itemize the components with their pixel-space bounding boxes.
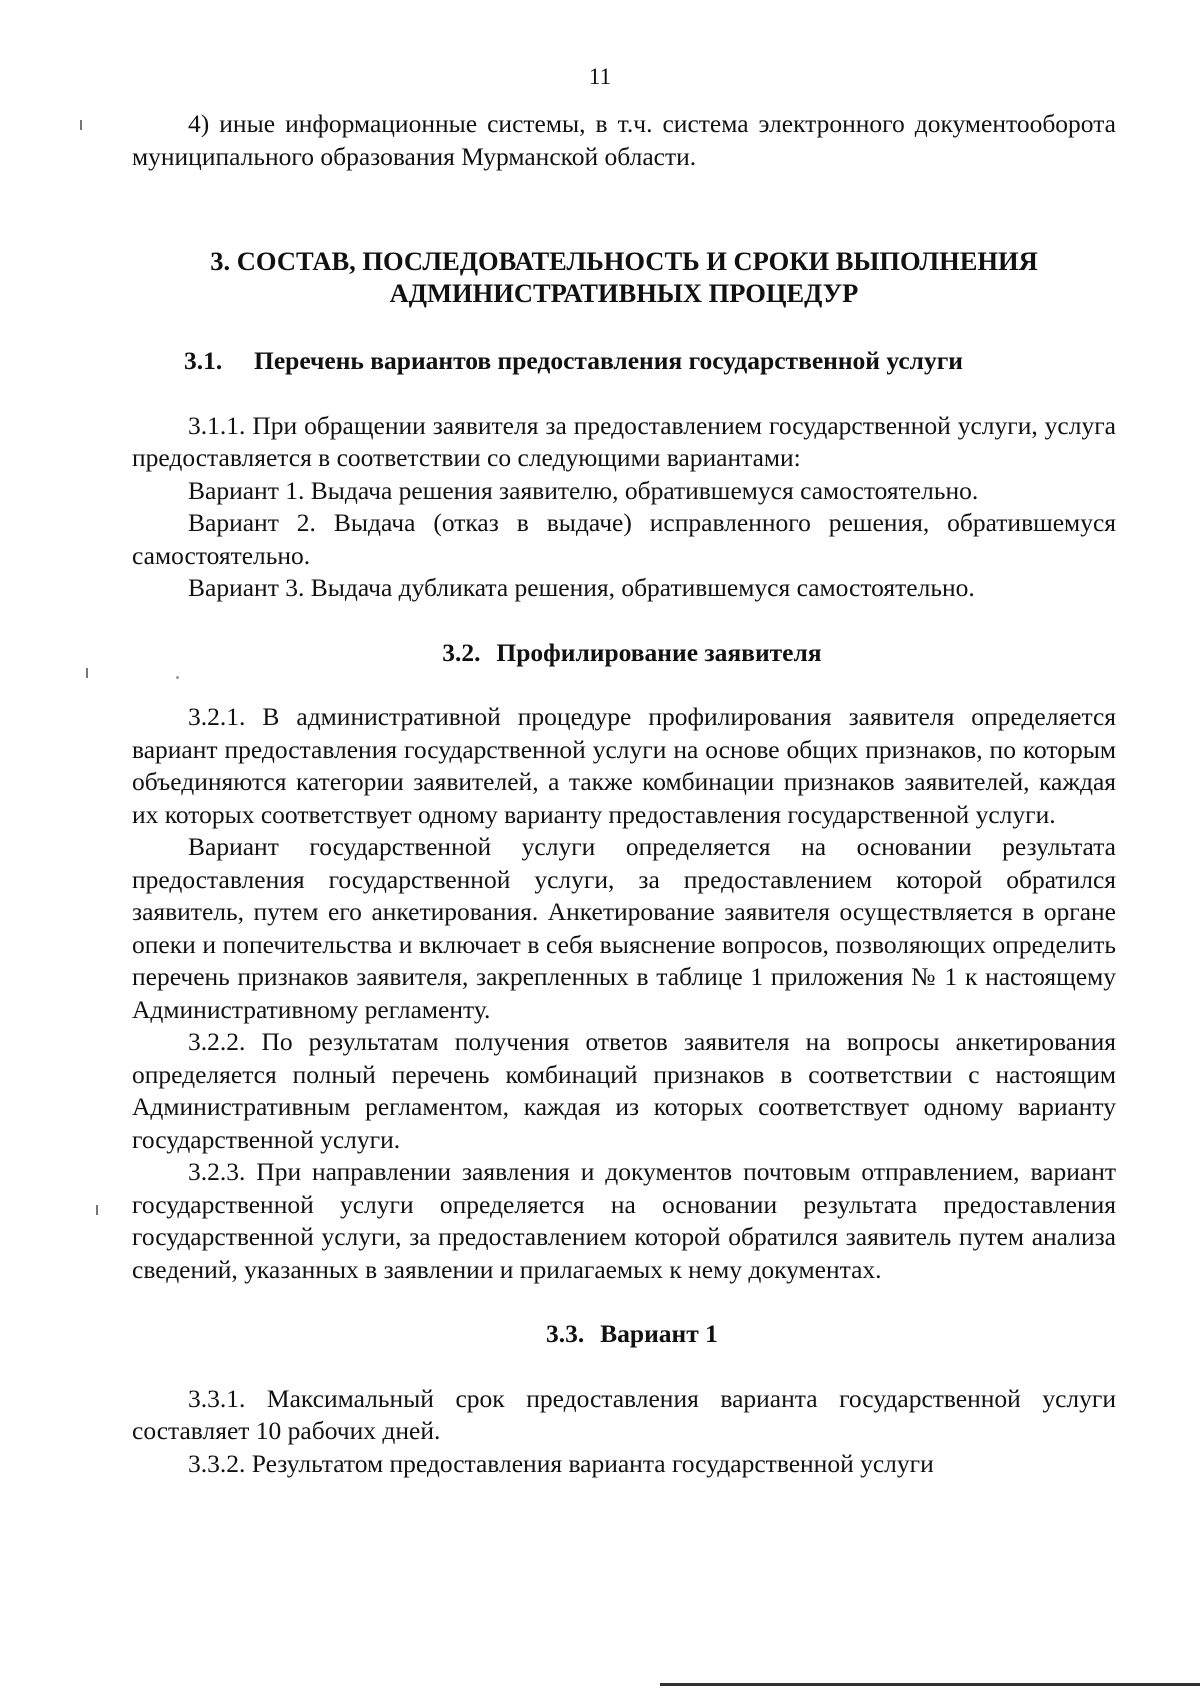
section-heading xyxy=(132,245,1116,309)
subsection-heading-3-3 xyxy=(132,1318,1116,1351)
variant-2-line: Вариант 2. Выдача (отказ в выдаче) исправленного решения, обратившемуся самостоятельно. xyxy=(132,508,1116,570)
subsection-number: 3.3. xyxy=(546,1319,585,1348)
paragraph-3-2-2: 3.2.2. По результатам получения ответов заявителя на вопросы анкетирования определяется полный перечень комбинаций признаков в соответствии с настоящим Административным регламентом, каждая из которых соответствует одному варианту государственной услуги. xyxy=(132,1027,1116,1154)
scan-mark xyxy=(80,120,82,130)
section-heading-line2: АДМИНИСТРАТИВНЫХ ПРОЦЕДУР xyxy=(389,278,859,308)
scan-mark xyxy=(96,1205,98,1215)
subsection-heading-3-2 xyxy=(132,637,1116,670)
subsection-title: Перечень вариантов предоставления государственной услуги xyxy=(254,346,963,375)
paragraph-3-3-1: 3.3.1. Максимальный срок предоставления варианта государственной услуги составляет 10 рабочих дней. xyxy=(132,1383,1116,1445)
paragraph-3-3-2: 3.3.2. Результатом предоставления варианта государственной услуги xyxy=(188,1448,934,1478)
intro-paragraph: 4) иные информационные системы, в т.ч. система электронного документооборота муниципального образования Мурманской области. xyxy=(132,109,1116,171)
subsection-heading-3-1 xyxy=(132,345,1116,378)
document-body xyxy=(132,108,1116,1480)
variant-3-line: Вариант 3. Выдача дубликата решения, обратившемуся самостоятельно. xyxy=(188,573,975,602)
section-heading-line1: 3. СОСТАВ, ПОСЛЕДОВАТЕЛЬНОСТЬ И СРОКИ ВЫПОЛНЕНИЯ xyxy=(210,246,1038,276)
subsection-number: 3.2. xyxy=(442,637,481,667)
paragraph-3-2-3: 3.2.3. При направлении заявления и документов почтовым отправлением, вариант государственной услуги определяется на основании результата предоставления государственной услуги, за предоставлением которой обратился заявитель путем анализа сведений, указанных в заявлении и прилагаемых к нему документах. xyxy=(132,1157,1116,1284)
paragraph-3-2-1: 3.2.1. В административной процедуре профилирования заявителя определяется вариант предоставления государственной услуги на основе общих признаков, по которым объединяются категории заявителей, а также комбинации признаков заявителей, каждая их которых соответствует одному варианту предоставления государственной услуги. xyxy=(132,702,1116,829)
page-bottom-rule xyxy=(660,1683,1200,1686)
subsection-title: Профилирование заявителя xyxy=(496,637,822,667)
paragraph-3-2-1-cont: Вариант государственной услуги определяется на основании результата предоставления государственной услуги, за предоставлением которой обратился заявитель, путем его анкетирования. Анкетирование заявителя осуществляется в органе опеки и попечительства и включает в себя выяснение вопросов, позволяющих определить перечень признаков заявителя, закрепленных в таблице 1 приложения № 1 к настоящему Административному регламенту. xyxy=(132,832,1116,1024)
scan-mark xyxy=(86,668,88,678)
subsection-title: Вариант 1 xyxy=(600,1319,718,1348)
paragraph-3-1-1: 3.1.1. При обращении заявителя за предоставлением государственной услуги, услуга предоставляется в соответствии со следующими вариантами: xyxy=(132,410,1116,472)
page-number: 11 xyxy=(588,64,612,89)
subsection-number: 3.1. xyxy=(184,346,223,375)
variant-1-line: Вариант 1. Выдача решения заявителю, обратившемуся самостоятельно. xyxy=(188,475,979,505)
